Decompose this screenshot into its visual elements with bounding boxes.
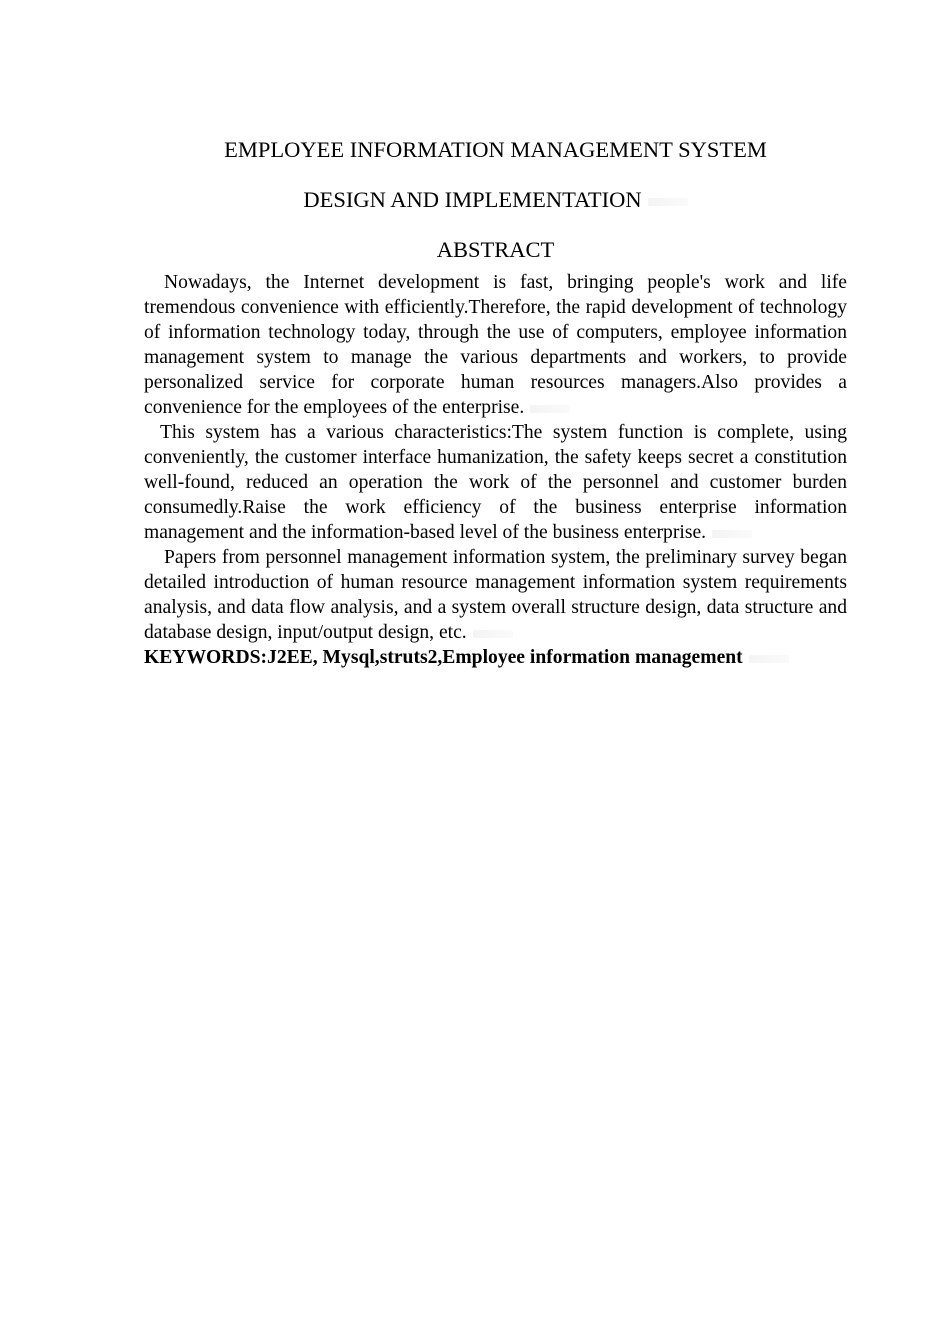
paragraph-mark <box>749 655 789 663</box>
abstract-paragraph-2: This system has a various characteristics:The system function is complete, using conveniently, the customer interface humanization, the safety keeps secret a constitution well-found, reduced an operation the work of the personnel and customer burden consumedly.Raise the work efficiency of the business enterprise information management and the information-based level of the business enterprise. <box>144 422 847 543</box>
abstract-paragraph-1: Nowadays, the Internet development is fast, bringing people's work and life tremendous convenience with efficiently.Therefore, the rapid development of technology of information technology today, through the use of computers, employee information management system to manage the various departments and workers, to provide personalized service for corporate human resources managers.Also provides a convenience for the employees of the enterprise. <box>144 272 847 418</box>
paragraph-mark <box>712 530 752 538</box>
paragraph-mark <box>530 405 570 413</box>
paragraph-mark <box>648 198 688 206</box>
abstract-paragraph-3: Papers from personnel management information system, the preliminary survey began detailed introduction of human resource management information system requirements analysis, and data flow analysis, and a system overall structure design, data structure and database design, input/output design, etc. <box>144 547 847 643</box>
paragraph-mark <box>473 630 513 638</box>
document-content <box>144 132 847 670</box>
abstract-heading: ABSTRACT <box>436 237 555 262</box>
title-line-2: DESIGN AND IMPLEMENTATION <box>144 182 847 217</box>
keywords-line: KEYWORDS:J2EE, Mysql,struts2,Employee information management <box>144 645 847 670</box>
title-line-1: EMPLOYEE INFORMATION MANAGEMENT SYSTEM <box>224 137 767 162</box>
